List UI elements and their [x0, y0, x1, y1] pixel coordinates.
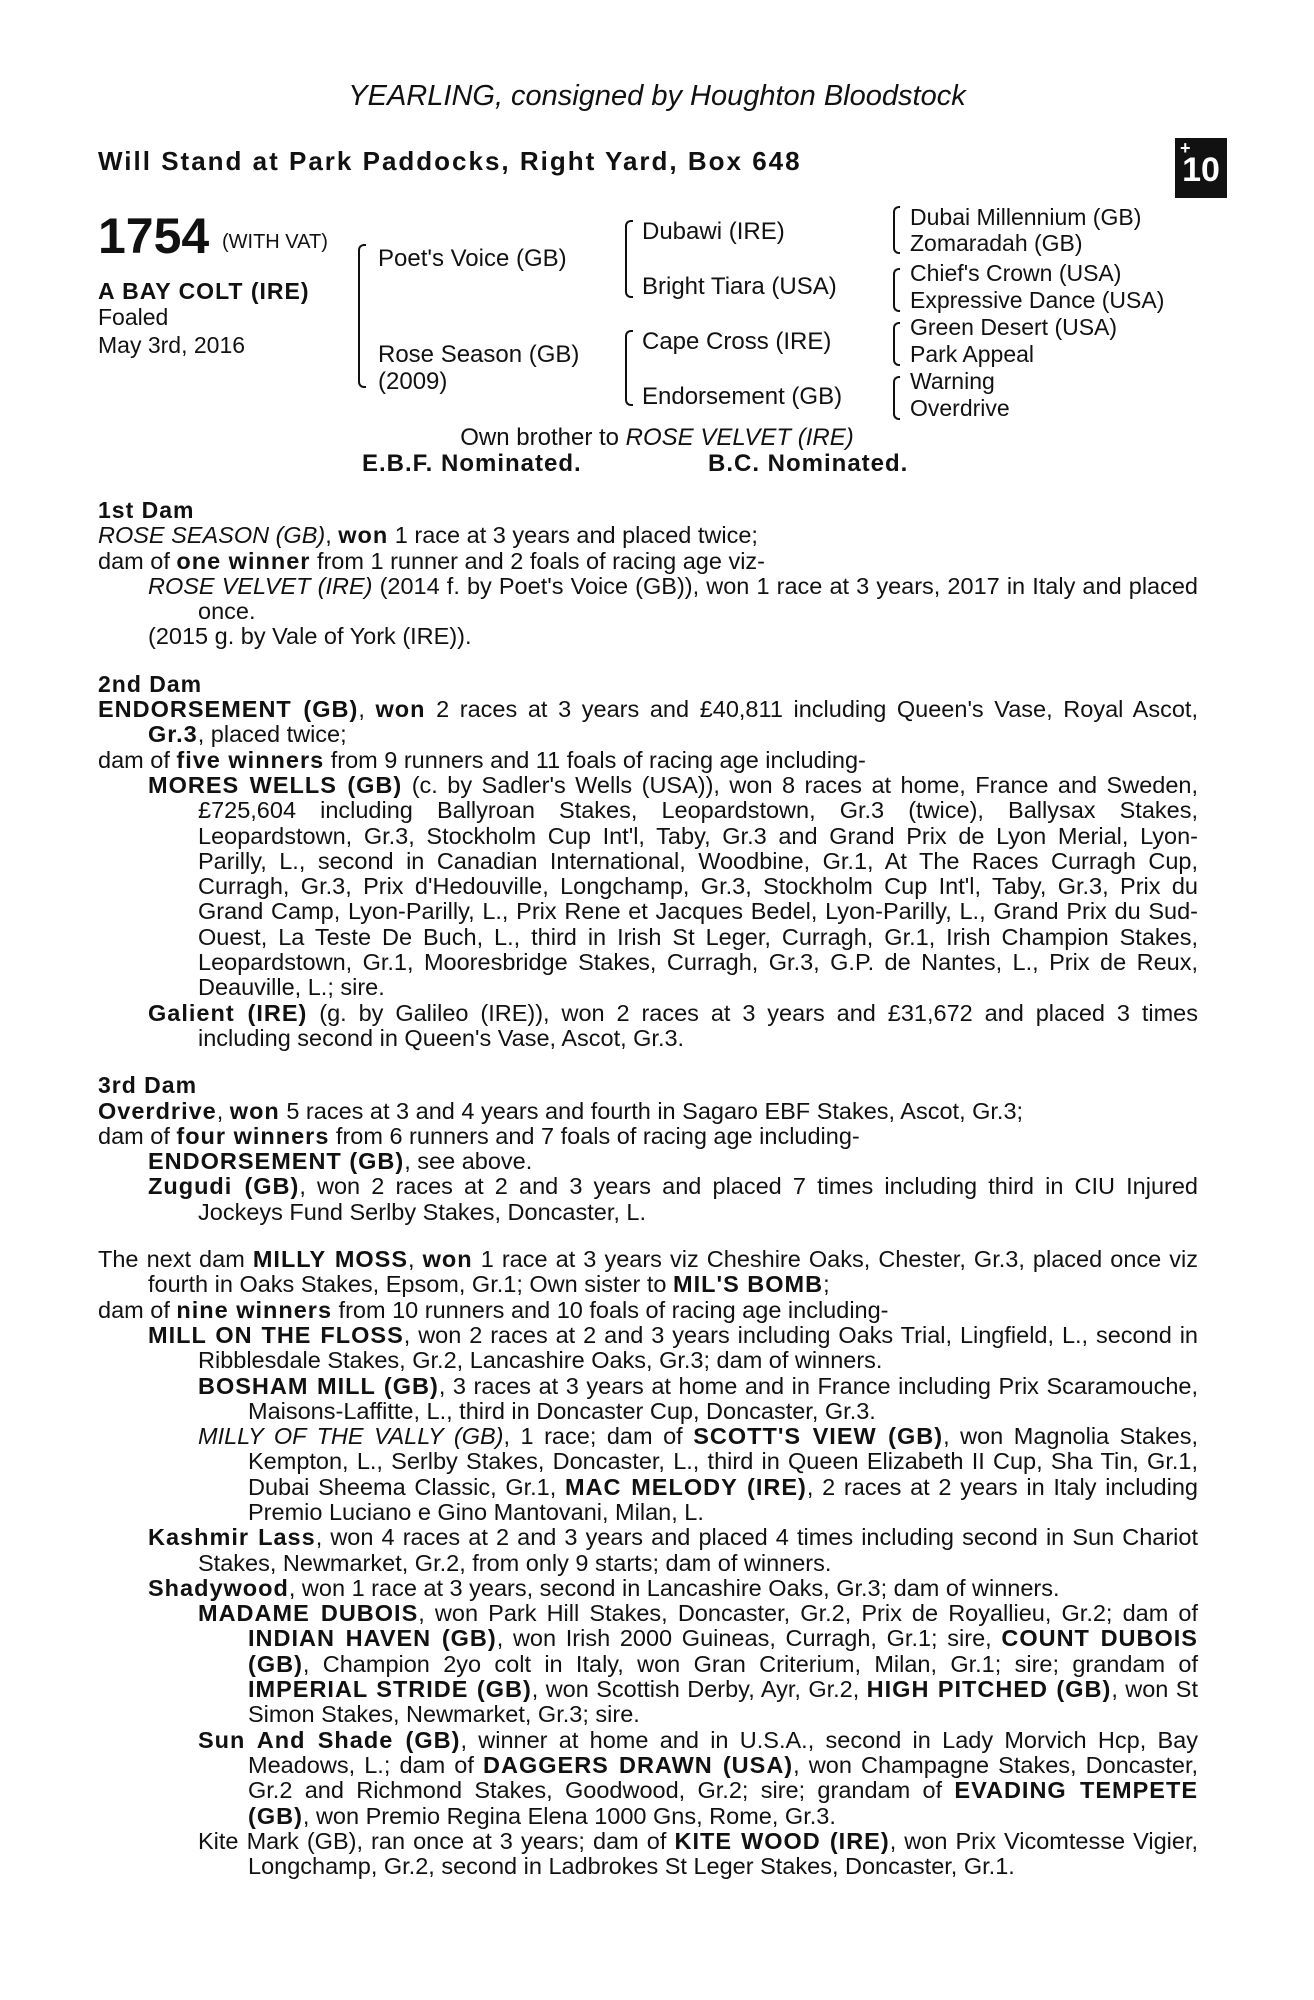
second-dam-name: ENDORSEMENT (GB) — [98, 696, 359, 723]
five-winners: five winners — [176, 746, 325, 773]
offspring-mores-wells — [98, 773, 1198, 1001]
page-title: YEARLING, consigned by Houghton Bloodstock — [348, 80, 966, 112]
offspring-name: MADAME DUBOIS — [198, 1600, 419, 1627]
offspring-text: , won St Simon Stakes, Newmarket, Gr.3; sire. — [248, 1676, 1198, 1728]
sister-name: MIL'S BOMB — [673, 1271, 824, 1298]
offspring-text: , see above. — [404, 1148, 533, 1175]
sire-dam: Bright Tiara (USA) — [642, 273, 837, 300]
first-dam-line2 — [98, 549, 1198, 574]
bc-nominated: B.C. Nominated. — [708, 450, 909, 477]
second-dam-text2b: from 9 runners and 11 foals of racing age including- — [324, 746, 866, 773]
offspring-name: BOSHAM MILL (GB) — [198, 1372, 439, 1399]
won-label: won — [338, 522, 389, 549]
offspring-text: , 3 races at 3 years at home and in France including Prix Scaramouche, Maisons-Laffitte, L., third in Doncaster Cup, Doncaster, Gr.3. — [248, 1372, 1198, 1424]
dam-dam: Endorsement (GB) — [642, 383, 843, 410]
sire: Poet's Voice (GB) — [378, 245, 567, 272]
offspring-name: DAGGERS DRAWN (USA) — [483, 1751, 794, 1778]
great-grandsire-5: Green Desert (USA) — [910, 314, 1118, 340]
dam-record — [98, 498, 1198, 1879]
offspring-name: INDIAN HAVEN (GB) — [248, 1625, 497, 1652]
dam-sire: Cape Cross (IRE) — [642, 328, 832, 355]
dam-brace — [625, 330, 633, 406]
offspring-text: , won Magnolia Stakes, Kempton, L., Serlby Stakes, Doncaster, L., third in Queen Elizabeth II Cup, Sha Tin, Gr.1, Dubai Sheema Classic, Gr.1, — [248, 1423, 1199, 1500]
lot-vat: (WITH VAT) — [222, 231, 328, 253]
offspring-name: ROSE VELVET (IRE) — [148, 572, 373, 599]
offspring-name: KITE WOOD (IRE) — [674, 1827, 890, 1854]
offspring-shadywood — [98, 1576, 1198, 1601]
offspring-kite-mark — [98, 1829, 1198, 1880]
second-dam-line2 — [98, 748, 1198, 773]
third-dam-text1: 5 races at 3 and 4 years and fourth in Sagaro EBF Stakes, Ascot, Gr.3; — [279, 1097, 1024, 1124]
offspring-name: MORES WELLS (GB) — [148, 771, 403, 798]
plus10-badge — [1175, 138, 1227, 198]
offspring-text: , won Irish 2000 Guineas, Curragh, Gr.1; sire, — [496, 1625, 1002, 1652]
own-brother-note — [0, 424, 1314, 452]
offspring-text: , 2 races at 2 years in Italy including Premio Luciano e Gino Mantovani, Milan, L. — [248, 1473, 1198, 1525]
offspring-text: (2014 f. by Poet's Voice (GB)), won 1 race at 3 years, 2017 in Italy and placed once. — [198, 572, 1198, 625]
first-dam-name: ROSE SEASON (GB) — [98, 522, 326, 549]
dam-year: (2009) — [378, 368, 448, 395]
offspring-name: MILLY OF THE VALLY (GB) — [198, 1423, 504, 1450]
offspring-sun-and-shade — [98, 1728, 1198, 1829]
next-dam-text2b: from 10 runners and 10 foals of racing age including- — [332, 1296, 889, 1323]
dam-of-label: dam of — [98, 1122, 177, 1149]
offspring-text: , won 2 races at 2 and 3 years including Oaks Trial, Lingfield, L., second in Ribblesdale Stakes, Gr.2, Lancashire Oaks, Gr.3; dam of winners. — [198, 1321, 1198, 1374]
first-dam-heading: 1st Dam — [98, 497, 195, 523]
own-brother-name: ROSE VELVET (IRE) — [625, 424, 854, 451]
offspring-name: SCOTT'S VIEW (GB) — [693, 1423, 944, 1450]
offspring-name: Zugudi (GB) — [148, 1173, 300, 1200]
next-dam-name: MILLY MOSS — [252, 1246, 409, 1273]
offspring-name: MAC MELODY (IRE) — [565, 1473, 807, 1500]
offspring-madame-dubois — [98, 1601, 1198, 1727]
offspring-text: , won Premio Regina Elena 1000 Gns, Rome, Gr.3. — [302, 1802, 836, 1829]
sire-sire: Dubawi (IRE) — [642, 218, 785, 245]
stand-location: Will Stand at Park Paddocks, Right Yard, Box 648 — [98, 146, 802, 176]
offspring-text: , won Champagne Stakes, Doncaster, Gr.2 and Richmond Stakes, Goodwood, Gr.2; sire; grandam of — [248, 1751, 1199, 1804]
main-brace — [358, 244, 366, 388]
offspring-text: , won 1 race at 3 years, second in Lancashire Oaks, Gr.3; dam of winners. — [288, 1574, 1060, 1601]
great-granddam-4: Expressive Dance (USA) — [910, 287, 1165, 313]
grade-label: Gr.3 — [148, 721, 198, 748]
offspring-name: Sun And Shade (GB) — [198, 1726, 461, 1753]
next-dam-text1b: ; — [823, 1271, 830, 1298]
first-dam-text1: 1 race at 3 years and placed twice; — [388, 522, 758, 549]
offspring-text: , won Scottish Derby, Ayr, Gr.2, — [531, 1676, 867, 1703]
first-dam-text2b: from 1 runner and 2 foals of racing age viz- — [310, 547, 765, 574]
foaled-label: Foaled — [98, 304, 169, 330]
dam: Rose Season (GB) — [378, 341, 580, 368]
second-dam-text1b: , placed twice; — [197, 721, 347, 748]
offspring-text: (c. by Sadler's Wells (USA)), won 8 races at home, France and Sweden, £725,604 including Ballyroan Stakes, Leopardstown, Gr.3 (twice), Ballysax Stakes, Leopardstown, Gr.3, Stockholm Cup Int'l, Taby, Gr.3 and Grand Prix de Lyon Merial, Lyon-Parilly, L., second in Canadian International, Woodbine, Gr.1, At The Races Curragh Cup, Curragh, Gr.3, Prix d'Hedouville, Longchamp, Gr.3, Stockholm Cup Int'l, Taby, Gr.3, Prix du Grand Camp, Lyon-Parilly, L., Prix Rene et Jacques Bedel, Lyon-Parilly, L., Grand Prix du Sud-Ouest, La Teste De Buch, L., third in Irish St Leger, Curragh, Gr.1, Irish Champion Stakes, Leopardstown, Gr.1, Mooresbridge Stakes, Curragh, Gr.3, G.P. de Nantes, L., Prix de Reux, Deauville, L.; sire. — [198, 771, 1198, 1001]
offspring-text: , Champion 2yo colt in Italy, won Gran Criterium, Milan, Gr.1; sire; grandam of — [302, 1650, 1198, 1677]
great-grandsire-3: Chief's Crown (USA) — [910, 260, 1122, 286]
foaled-date: May 3rd, 2016 — [98, 332, 246, 358]
offspring-name: IMPERIAL STRIDE (GB) — [248, 1676, 532, 1703]
offspring-text: , winner at home and in U.S.A., second in Lady Morvich Hcp, Bay Meadows, L.; dam of — [248, 1726, 1198, 1778]
great-grandsire-7: Warning — [910, 368, 995, 394]
offspring-rose-velvet — [98, 574, 1198, 625]
offspring-mill-on-the-floss — [98, 1323, 1198, 1374]
offspring-milly-of-the-vally — [98, 1424, 1198, 1525]
g-brace-1 — [893, 206, 900, 254]
lot-name: A BAY COLT (IRE) — [98, 278, 310, 304]
four-winners: four winners — [176, 1122, 330, 1149]
foaled-info — [98, 303, 298, 359]
offspring-name: EVADING TEMPETE (GB) — [248, 1777, 1199, 1829]
dam-of-label: dam of — [98, 1296, 177, 1323]
ebf-nominated: E.B.F. Nominated. — [362, 450, 582, 477]
lot-number: 1754 — [98, 208, 210, 264]
next-dam-text1: 1 race at 3 years viz Cheshire Oaks, Chester, Gr.3, placed once viz fourth in Oaks Stakes, Epsom, Gr.1; Own sister to — [148, 1246, 1199, 1298]
g-brace-3 — [893, 322, 900, 366]
great-grandsire-1: Dubai Millennium (GB) — [910, 204, 1142, 230]
badge-plus: + — [1180, 138, 1191, 158]
offspring-2015: (2015 g. by Vale of York (IRE)). — [148, 623, 472, 650]
nine-winners: nine winners — [176, 1296, 333, 1323]
third-dam-name: Overdrive — [98, 1097, 217, 1124]
sire-brace — [625, 220, 633, 298]
offspring-text: , won 2 races at 2 and 3 years and placed 7 times including third in CIU Injured Jockeys Fund Serlby Stakes, Doncaster, L. — [198, 1173, 1199, 1225]
won-label: won — [422, 1246, 473, 1273]
offspring-text: , won Park Hill Stakes, Doncaster, Gr.2, Prix de Royallieu, Gr.2; dam of — [418, 1600, 1198, 1627]
dam-of-label: dam of — [98, 746, 177, 773]
offspring-text: Kite Mark (GB), ran once at 3 years; dam of — [198, 1827, 675, 1854]
offspring-name: ENDORSEMENT (GB) — [148, 1148, 405, 1175]
won-label: won — [375, 696, 426, 723]
offspring-endorsement — [98, 1149, 1198, 1174]
offspring-text: (g. by Galileo (IRE)), won 2 races at 3 years and £31,672 and placed 3 times including second in Queen's Vase, Ascot, Gr.3. — [198, 999, 1198, 1051]
offspring-text: , won Prix Vicomtesse Vigier, Longchamp, Gr.2, second in Ladbrokes St Leger Stakes, Doncaster, Gr.1. — [248, 1827, 1199, 1880]
next-dam-line1: The next dam MILLY MOSS, won 1 race at 3 years viz Cheshire Oaks, Chester, Gr.3, placed once viz fourth in Oaks Stakes, Epsom, Gr.1; Own sister to MIL'S BOMB; — [98, 1246, 1199, 1298]
offspring-text: , won 4 races at 2 and 3 years and placed 4 times including second in Sun Chariot Stakes, Newmarket, Gr.2, from only 9 starts; dam of winners. — [198, 1524, 1198, 1576]
offspring-text: , 1 race; dam of — [503, 1423, 694, 1450]
offspring-name: MILL ON THE FLOSS — [148, 1321, 404, 1348]
offspring-galient — [98, 1001, 1198, 1052]
offspring-name: Kashmir Lass — [148, 1524, 316, 1551]
second-dam-heading: 2nd Dam — [98, 670, 203, 697]
g-brace-2 — [893, 268, 900, 312]
next-dam-line2 — [98, 1298, 1198, 1323]
next-dam-prefix: The next dam — [98, 1246, 253, 1273]
great-granddam-6: Park Appeal — [910, 341, 1035, 367]
offspring-zugudi — [98, 1174, 1198, 1225]
offspring-bosham-mill — [98, 1374, 1198, 1425]
second-dam-text1a: 2 races at 3 years and £40,811 including Queen's Vase, Royal Ascot, — [425, 696, 1198, 723]
offspring-name: Shadywood — [148, 1574, 289, 1601]
badge-value: 10 — [1182, 151, 1220, 189]
dam-of-label: dam of — [98, 547, 177, 574]
offspring-kashmir-lass — [98, 1525, 1198, 1576]
great-granddam-8: Overdrive — [910, 395, 1010, 421]
own-brother-prefix: Own brother to — [460, 424, 626, 451]
third-dam-text2b: from 6 runners and 7 foals of racing age including- — [329, 1122, 860, 1149]
one-winner: one winner — [176, 547, 311, 574]
first-dam-line1: ROSE SEASON (GB), won 1 race at 3 years and placed twice; — [98, 522, 758, 549]
third-dam-line1: Overdrive, won 5 races at 3 and 4 years and fourth in Sagaro EBF Stakes, Ascot, Gr.3; — [98, 1097, 1024, 1124]
third-dam-heading: 3rd Dam — [98, 1072, 198, 1099]
won-label: won — [229, 1097, 280, 1124]
second-dam-line1: ENDORSEMENT (GB), won 2 races at 3 years and £40,811 including Queen's Vase, Royal Ascot, Gr.3, placed twice; — [98, 696, 1198, 748]
great-granddam-2: Zomaradah (GB) — [910, 230, 1083, 256]
offspring-name: Galient (IRE) — [148, 999, 308, 1026]
third-dam-line2 — [98, 1124, 1198, 1149]
offspring-name: COUNT DUBOIS (GB) — [248, 1625, 1198, 1677]
g-brace-4 — [893, 376, 900, 420]
offspring-name: HIGH PITCHED (GB) — [866, 1676, 1112, 1703]
